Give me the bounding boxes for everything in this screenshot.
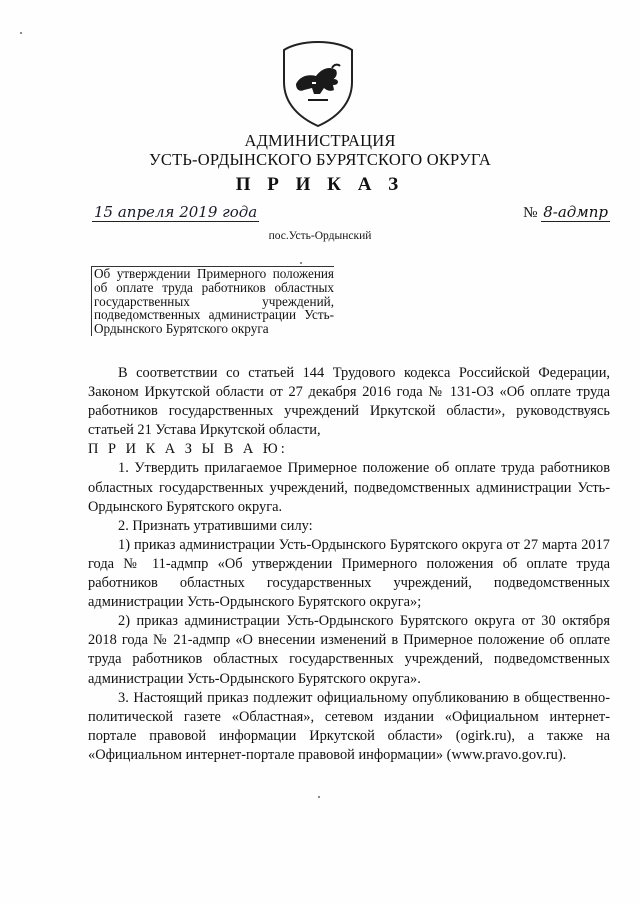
item-2-1: 1) приказ администрации Усть-Ордынского Бурятского округа от 27 марта 2017 года № 11-адмпр «Об утверждении Примерного положения об оплате труда работников областных государственных учреждений, подведомственных администрации Усть-Ордынского Бурятского округа»; xyxy=(88,536,610,611)
document-date xyxy=(92,203,259,221)
number-sign: № xyxy=(523,205,538,221)
org-name-line1: АДМИНИСТРАЦИЯ xyxy=(244,131,396,150)
document-title: П Р И К А З xyxy=(235,174,405,195)
coat-of-arms-icon xyxy=(272,38,364,130)
scan-speck xyxy=(318,796,320,798)
item-3: 3. Настоящий приказ подлежит официальному опубликованию в общественно-политической газете «Областная», сетевом издании «Официальном интернет-портале правовой информации Иркутской области» (ogirk.ru), а также на «Официальном интернет-портале правовой информации» (www.pravo.gov.ru). xyxy=(88,689,610,763)
order-word: П Р И К А З Ы В А Ю: xyxy=(88,441,288,458)
document-subject: Об утверждении Примерного положения об оплате труда работников областных государственных учреждений, подведомственных администрации Усть-Ордынского Бурятского округа xyxy=(91,266,334,336)
document-body xyxy=(88,364,610,765)
date-value: 15 апреля 2019 года xyxy=(94,203,258,221)
item-1: 1. Утвердить прилагаемое Примерное положение об оплате труда работников областных государственных учреждений, подведомственных администрации Усть-Ордынского Бурятского округа. xyxy=(88,460,610,515)
document-number xyxy=(523,203,610,222)
intro-paragraph: В соответствии со статьей 144 Трудового кодекса Российской Федерации, Законом Иркутской области от 27 декабря 2016 года № 131-ОЗ «Об оплате труда работников государственных учреждений Иркутской области», руководствуясь статьей 21 Устава Иркутской области, xyxy=(88,365,610,439)
item-2-2: 2) приказ администрации Усть-Ордынского Бурятского округа от 30 октября 2018 года № 21-адмпр «О внесении изменений в Примерное положение об оплате труда работников областных государственных учреждений, подведомственных администрации Усть-Ордынского Бурятского округа». xyxy=(88,613,610,687)
org-name-line2: УСТЬ-ОРДЫНСКОГО БУРЯТСКОГО ОКРУГА xyxy=(149,150,491,169)
scan-speck xyxy=(300,262,302,264)
number-value: 8-адмпр xyxy=(543,203,608,221)
scan-speck xyxy=(20,32,22,34)
document-place: пос.Усть-Ордынский xyxy=(268,230,372,242)
item-2: 2. Признать утратившими силу: xyxy=(118,517,313,534)
